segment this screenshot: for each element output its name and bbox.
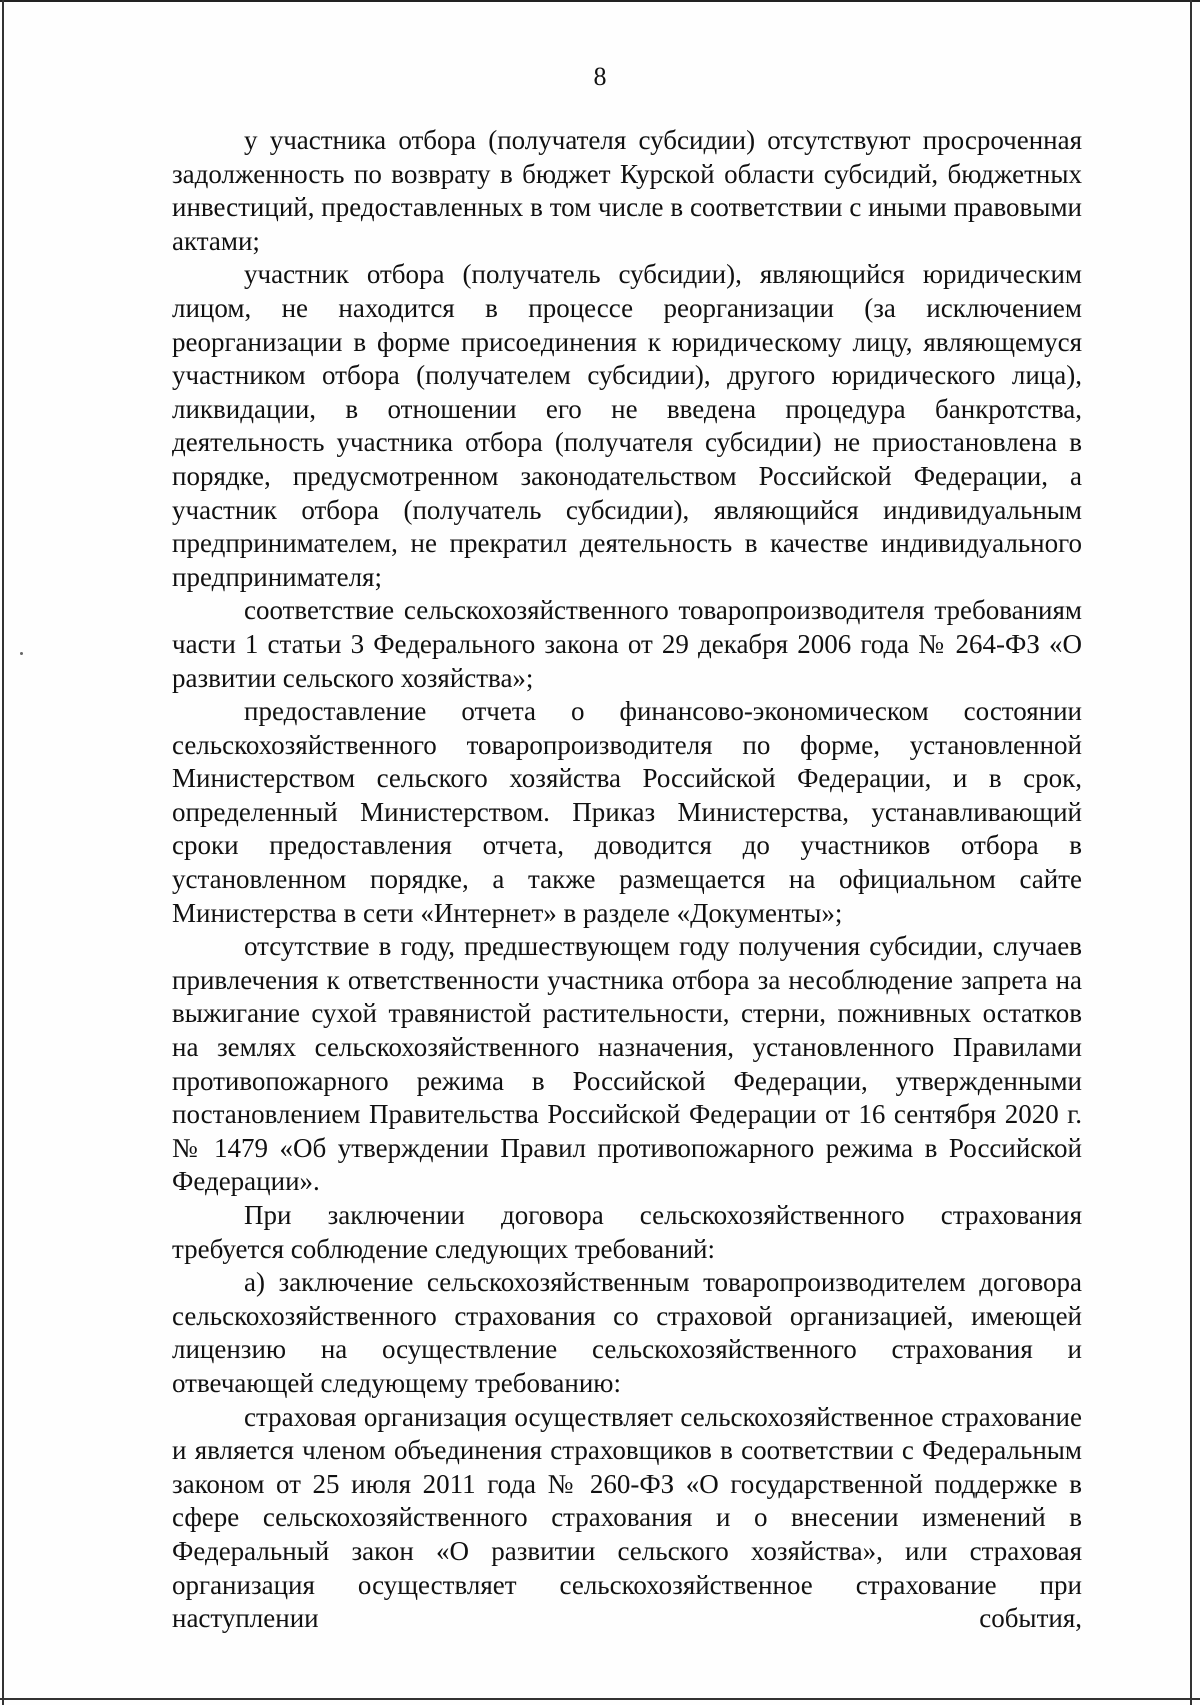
page-number: 8 [593, 62, 607, 91]
document-body [172, 124, 1082, 1636]
paragraph-no-debt: у участника отбора (получателя субсидии) отсутствуют просроченная задолженность по возврату в бюджет Курской области субсидий, бюджетных инвестиций, предоставленных в том числе в соответствии с иными правовыми актами; [172, 125, 1082, 256]
paragraph-financial-report: предоставление отчета о финансово-экономическом состоянии сельскохозяйственного товаропроизводителя по форме, установленной Министерством сельского хозяйства Российской Федерации, и в срок, определенный Министерством. Приказ Министерства, устанавливающий сроки предоставления отчета, доводится до участников отбора в установленном порядке, а также размещается на официальном сайте Министерства в сети «Интернет» в разделе «Документы»; [172, 696, 1082, 928]
scan-border-right [1190, 0, 1192, 1705]
paragraph-no-burning-violations: отсутствие в году, предшествующем году получения субсидии, случаев привлечения к ответственности участника отбора за несоблюдение запрета на выжигание сухой травянистой растительности, стерни, пожнивных остатков на землях сельскохозяйственного назначения, установленного Правилами противопожарного режима в Российской Федерации, утвержденными постановлением Правительства Российской Федерации от 16 сентября 2020 г. № 1479 «Об утверждении Правил противопожарного режима в Российской Федерации». [172, 931, 1082, 1197]
paragraph-insurance-requirements: При заключении договора сельскохозяйственного страхования требуется соблюдение следующих требований: [172, 1200, 1082, 1264]
paragraph-producer-compliance: соответствие сельскохозяйственного товаропроизводителя требованиям части 1 статьи 3 Федерального закона от 29 декабря 2006 года № 264-ФЗ «О развитии сельского хозяйства»; [172, 595, 1082, 693]
scan-speck [20, 652, 23, 655]
paragraph-insurer-requirement: страховая организация осуществляет сельскохозяйственное страхование и является членом объединения страховщиков в соответствии с Федеральным законом от 25 июля 2011 года № 260-ФЗ «О государственной поддержке в сфере сельскохозяйственного страхования и о внесении изменений в Федеральный закон «О развитии сельского хозяйства», или страховая организация осуществляет сельскохозяйственное страхование при наступлении события, [172, 1401, 1082, 1634]
scan-border-top [0, 0, 1200, 2]
paragraph-item-a: а) заключение сельскохозяйственным товаропроизводителем договора сельскохозяйственного страхования со страховой организацией, имеющей лицензию на осуществление сельскохозяйственного страхования и отвечающей следующему требованию: [172, 1267, 1082, 1398]
paragraph-no-reorganization: участник отбора (получатель субсидии), являющийся юридическим лицом, не находится в процессе реорганизации (за исключением реорганизации в форме присоединения к юридическому лицу, являющемуся участником отбора (получателем субсидии), другого юридического лица), ликвидации, в отношении его не введена процедура банкротства, деятельность участника отбора (получателя субсидии) не приостановлена в порядке, предусмотренном законодательством Российской Федерации, а участник отбора (получатель субсидии), являющийся индивидуальным предпринимателем, не прекратил деятельность в качестве индивидуального предпринимателя; [172, 259, 1082, 592]
scan-border-bottom [0, 1698, 1200, 1700]
scan-border-left [2, 0, 4, 1705]
